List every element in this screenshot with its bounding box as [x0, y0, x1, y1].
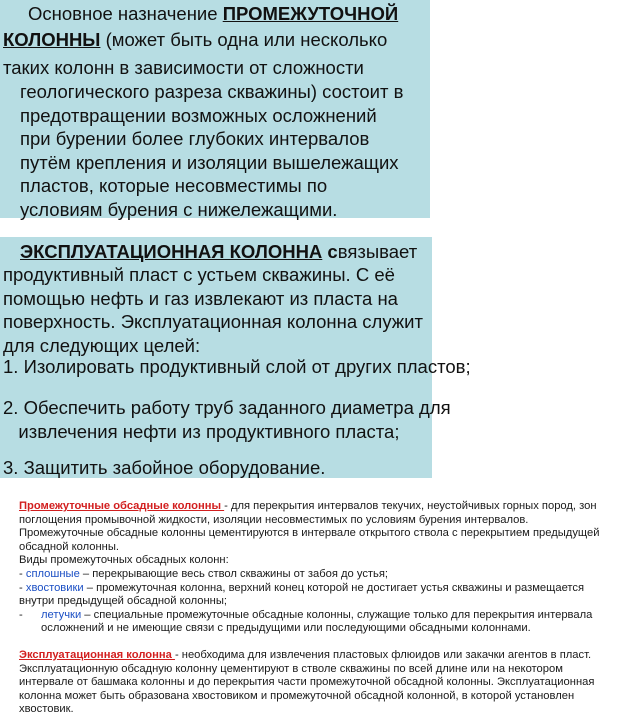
definitions-text	[19, 500, 619, 717]
intermediate-title: ПРОМЕЖУТОЧНОЙ	[222, 3, 399, 24]
box1-line3: таких колонн в зависимости от сложности	[3, 57, 364, 78]
box2-title-line: ЭКСПЛУАТАЦИОННАЯ КОЛОННА связывает	[20, 241, 418, 262]
types-heading: Виды промежуточных обсадных колонн:	[19, 554, 229, 567]
list-item: 3. Защитить забойное оборудование.	[3, 457, 326, 478]
list-item: 1. Изолировать продуктивный слой от других пластов;	[3, 356, 471, 377]
production-column-box	[0, 237, 471, 478]
box1-line2: КОЛОННЫ (может быть одна или несколько	[3, 29, 388, 50]
production-title: ЭКСПЛУАТАЦИОННАЯ КОЛОННА	[20, 241, 323, 262]
type-item: - сплошные – перекрывающие весь ствол скважины от забоя до устья;	[19, 567, 389, 580]
intermediate-column-box	[0, 0, 430, 218]
column-title: КОЛОННЫ	[3, 29, 101, 50]
intermediate-cementing: Промежуточные обсадные колонны цементируются в интервале открытого ствола с перекрытием предыдущей обсадной колонны.	[19, 527, 600, 553]
type-item: - хвостовики – промежуточная колонна, верхний конец которой не достигает устья скважины и размещается внутри предыдущей обсадной колонны;	[19, 581, 585, 608]
production-definition: Эксплуатационная колонна - необходима для извлечения пластовых флюидов или закачки агентов в пласт. Эксплуатационную обсадную колонну цементируют в стволе скважины по всей длине или на некотором интервале от башмака колонны и до перекрытия части промежуточной обсадной колонны. Эксплуатационная колонна может быть образована хвостовиком и промежуточной обсадной колонной, в которой установлен хвостовик.	[19, 648, 595, 716]
type-item: - летучки – специальные промежуточные обсадные колонны, служащие только для перекрытия интервала осложнений и не имеющие связи с предыдущими или последующими обсадными колоннами.	[19, 608, 593, 635]
list-item: 2. Обеспечить работу труб заданного диаметра для извлечения нефти из продуктивного пласта;	[3, 397, 451, 442]
box2-body: продуктивный пласт с устьем скважины. С её помощью нефть и газ извлекают из пласта на поверхность. Эксплуатационная колонна служит для следующих целей:	[3, 264, 423, 356]
intermediate-definition: Промежуточные обсадные колонны - для перекрытия интервалов текучих, неустойчивых горных пород, зон поглощения промывочной жидкости, изоляции несовместимых по условиям бурения интервалов.	[19, 500, 597, 526]
box1-line1: Основное назначение ПРОМЕЖУТОЧНОЙ	[28, 3, 399, 24]
box1-body: геологического разреза скважины) состоит в предотвращении возможных осложнений при бурении более глубоких интервалов путём крепления и изоляции вышележащих пластов, которые несовместимы по условиям бурения с нижележащими.	[20, 81, 404, 220]
